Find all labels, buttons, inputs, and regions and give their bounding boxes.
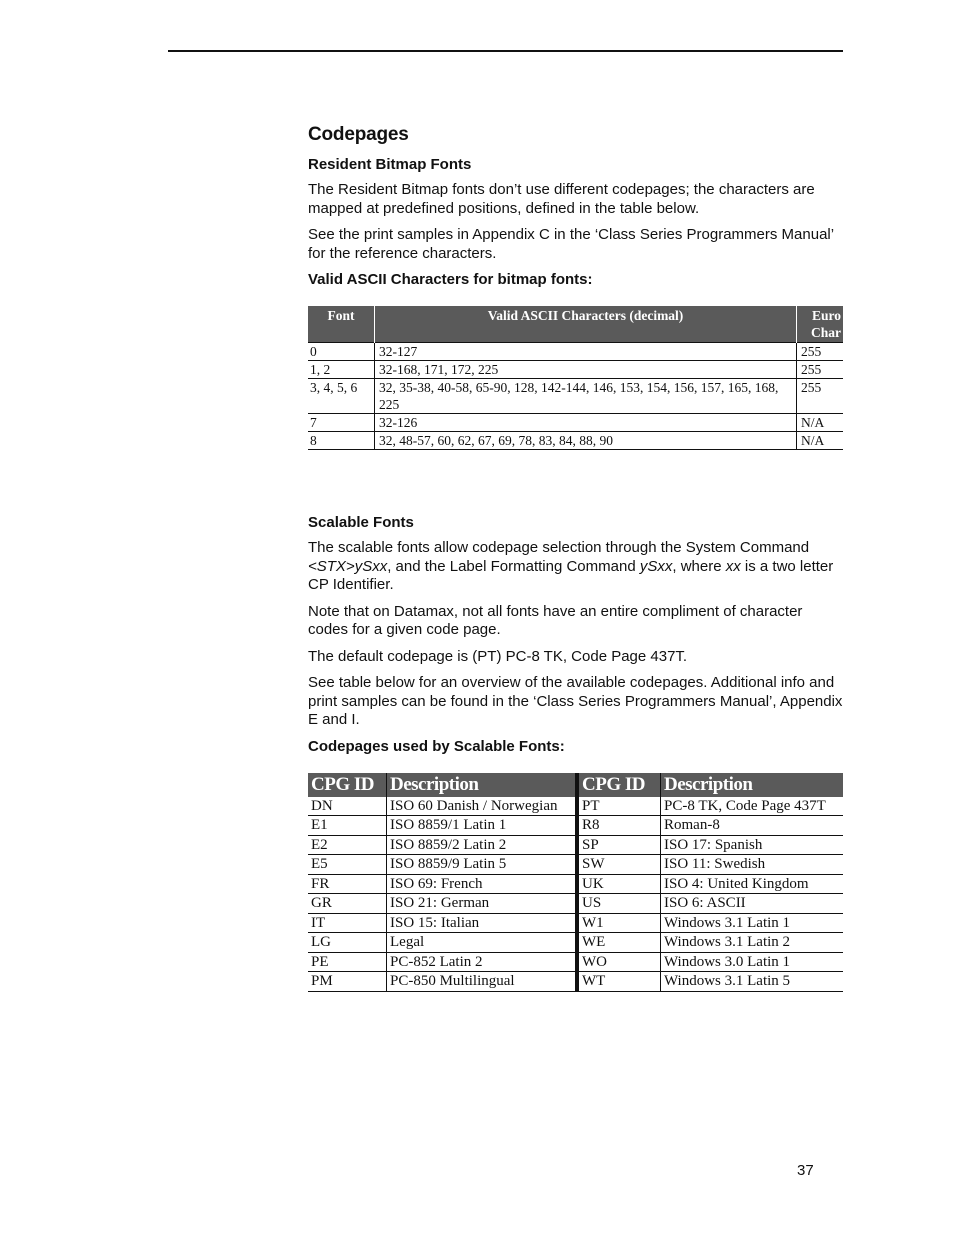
table-cell-description: ISO 60 Danish / Norwegian	[387, 797, 578, 816]
table-cell-cpg-id: DN	[308, 797, 387, 816]
table-cell-cpg-id: PM	[308, 972, 387, 992]
table-cell-font: 1, 2	[308, 361, 375, 379]
scalable-paragraph-4: See table below for an overview of the available codepages. Additional info and print samples can be found in the ‘Class Series Programmers Manual’, Appendix E and I.	[308, 674, 843, 728]
label-command: ySxx	[639, 557, 673, 575]
table-cell-cpg-id: R8	[577, 816, 661, 836]
table-cell-description: ISO 6: ASCII	[661, 894, 844, 914]
resident-heading: Resident Bitmap Fonts	[308, 156, 472, 173]
bitmap-fonts-table	[308, 306, 843, 450]
table-row	[308, 894, 843, 914]
section-spacer	[308, 450, 843, 514]
table-row	[308, 797, 843, 816]
table-cell-description: ISO 15: Italian	[387, 913, 578, 933]
table-cell-chars: 32-126	[375, 414, 797, 432]
scalable-text: The scalable fonts allow codepage selection through the System Command	[308, 539, 810, 556]
bitmap-table-heading: Valid ASCII Characters for bitmap fonts:	[308, 271, 593, 288]
table-cell-cpg-id: E1	[308, 816, 387, 836]
scalable-heading: Scalable Fonts	[308, 514, 414, 531]
identifier-placeholder: xx	[725, 557, 741, 575]
table-row	[308, 835, 843, 855]
table-cell-cpg-id: IT	[308, 913, 387, 933]
table-cell-chars: 32-127	[375, 343, 797, 361]
table-row	[308, 874, 843, 894]
table-cell-font: 0	[308, 343, 375, 361]
scalable-text: , where	[672, 557, 726, 575]
table-cell-description: ISO 8859/1 Latin 1	[387, 816, 578, 836]
table-cell-description: ISO 69: French	[387, 874, 578, 894]
table-row	[308, 379, 843, 414]
table-cell-description: Legal	[387, 933, 578, 953]
table-row	[308, 855, 843, 875]
table-cell-cpg-id: GR	[308, 894, 387, 914]
table-cell-cpg-id: WT	[577, 972, 661, 992]
scalable-text: is a two letter CP Identifier.	[308, 557, 834, 593]
table-cell-description: ISO 11: Swedish	[661, 855, 844, 875]
table-row	[308, 816, 843, 836]
table-cell-font: 8	[308, 432, 375, 450]
header-rule	[168, 50, 843, 52]
table-cell-cpg-id: UK	[577, 874, 661, 894]
table-cell-description: Windows 3.1 Latin 2	[661, 933, 844, 953]
table-cell-description: ISO 8859/9 Latin 5	[387, 855, 578, 875]
table-cell-chars: 32, 48-57, 60, 62, 67, 69, 78, 83, 84, 88, 90	[375, 432, 797, 450]
table-cell-description: PC-850 Multilingual	[387, 972, 578, 992]
column-header-description: Description	[387, 773, 578, 797]
table-row	[308, 343, 843, 361]
codepage-table-heading: Codepages used by Scalable Fonts:	[308, 737, 565, 755]
system-command: <STX>ySxx	[308, 557, 388, 575]
page-content	[308, 124, 843, 992]
column-header-valid-ascii: Valid ASCII Characters (decimal)	[375, 306, 797, 343]
table-cell-description: ISO 8859/2 Latin 2	[387, 835, 578, 855]
page-number: 37	[797, 1162, 814, 1179]
scalable-paragraph-3: The default codepage is (PT) PC-8 TK, Code Page 437T.	[308, 647, 688, 665]
table-cell-description: Windows 3.1 Latin 5	[661, 972, 844, 992]
table-cell-cpg-id: WE	[577, 933, 661, 953]
section-title: Codepages	[308, 124, 409, 145]
scalable-paragraph-2: Note that on Datamax, not all fonts have an entire compliment of character codes for a given code page.	[308, 602, 803, 638]
column-header-euro-char: Euro Char	[797, 306, 844, 343]
scalable-text: , and the Label Formatting Command	[387, 557, 640, 575]
table-cell-cpg-id: SP	[577, 835, 661, 855]
table-cell-cpg-id: US	[577, 894, 661, 914]
table-row	[308, 952, 843, 972]
table-cell-cpg-id: E2	[308, 835, 387, 855]
resident-paragraph-2: See the print samples in Appendix C in the ‘Class Series Programmers Manual’ for the reference characters.	[308, 226, 834, 262]
table-header-row	[308, 306, 843, 343]
table-cell-cpg-id: FR	[308, 874, 387, 894]
table-row	[308, 933, 843, 953]
table-cell-description: Roman-8	[661, 816, 844, 836]
scalable-paragraph-1	[308, 539, 843, 595]
table-row	[308, 432, 843, 450]
table-cell-cpg-id: LG	[308, 933, 387, 953]
table-row	[308, 913, 843, 933]
table-header-row	[308, 773, 843, 797]
table-cell-description: ISO 4: United Kingdom	[661, 874, 844, 894]
table-cell-cpg-id: PT	[577, 797, 661, 816]
table-row	[308, 414, 843, 432]
table-cell-cpg-id: W1	[577, 913, 661, 933]
table-cell-euro: N/A	[797, 414, 844, 432]
table-cell-description: Windows 3.0 Latin 1	[661, 952, 844, 972]
table-cell-euro: N/A	[797, 432, 844, 450]
table-cell-description: PC-8 TK, Code Page 437T	[661, 797, 844, 816]
table-cell-description: PC-852 Latin 2	[387, 952, 578, 972]
table-row	[308, 972, 843, 992]
table-cell-euro: 255	[797, 379, 844, 414]
table-cell-chars: 32-168, 171, 172, 225	[375, 361, 797, 379]
table-row	[308, 361, 843, 379]
table-cell-chars: 32, 35-38, 40-58, 65-90, 128, 142-144, 146, 153, 154, 156, 157, 165, 168, 225	[375, 379, 797, 414]
table-cell-cpg-id: E5	[308, 855, 387, 875]
column-header-cpg-id: CPG ID	[308, 773, 387, 797]
resident-paragraph-1: The Resident Bitmap fonts don’t use different codepages; the characters are mapped at predefined positions, defined in the table below.	[308, 181, 815, 217]
column-header-font: Font	[308, 306, 375, 343]
codepages-table	[308, 773, 843, 992]
column-header-description: Description	[661, 773, 844, 797]
table-cell-cpg-id: PE	[308, 952, 387, 972]
table-cell-cpg-id: SW	[577, 855, 661, 875]
table-cell-description: ISO 21: German	[387, 894, 578, 914]
table-cell-description: Windows 3.1 Latin 1	[661, 913, 844, 933]
table-cell-font: 7	[308, 414, 375, 432]
table-cell-euro: 255	[797, 343, 844, 361]
table-cell-font: 3, 4, 5, 6	[308, 379, 375, 414]
column-header-cpg-id: CPG ID	[577, 773, 661, 797]
table-cell-description: ISO 17: Spanish	[661, 835, 844, 855]
table-cell-euro: 255	[797, 361, 844, 379]
table-cell-cpg-id: WO	[577, 952, 661, 972]
